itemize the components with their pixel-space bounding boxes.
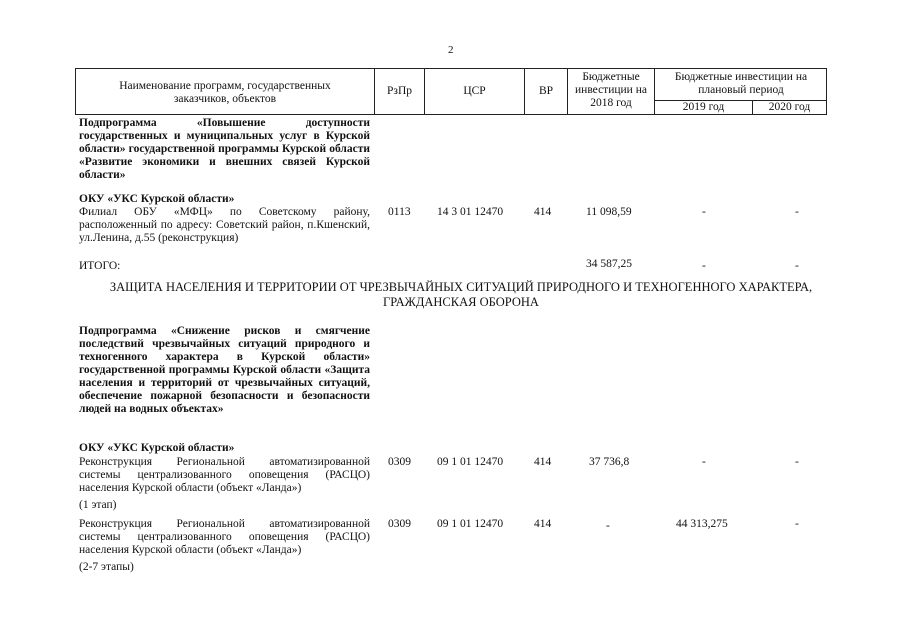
row-2018: 11 098,59	[586, 206, 632, 218]
row-2019: -	[702, 206, 706, 218]
subprogram-2: Подпрограмма «Снижение рисков и смягчение последствий чрезвычайных ситуаций природного и техногенного характера в Курской области» государственной программы Курской области «Защита населения и территорий от чрезвычайных ситуаций, обеспечение пожарной безопасности и безопасности людей на водных объектах»	[79, 325, 370, 415]
row-rzpr: 0309	[388, 456, 411, 468]
row-rzpr: 0113	[388, 206, 411, 218]
header-rzpr: РзПр	[387, 85, 412, 97]
row-stage: (1 этап)	[79, 499, 117, 511]
row-2018: -	[606, 520, 610, 532]
row-2020: -	[795, 456, 799, 468]
row-vr: 414	[534, 206, 552, 218]
row-2019: -	[702, 456, 706, 468]
total-2020: -	[795, 260, 799, 272]
header-2020: 2020 год	[768, 101, 811, 113]
row-csr: 14 3 01 12470	[437, 206, 504, 218]
row-name: Филиал ОБУ «МФЦ» по Советскому району, расположенный по адресу: Советский район, п.Кшенский, ул.Ленина, д.55 (реконструкция)	[79, 206, 370, 244]
subprogram-1: Подпрограмма «Повышение доступности государственных и муниципальных услуг в Курской области» государственной программы Курской области «Развитие экономики и внешних связей Курской области»	[79, 117, 370, 181]
customer-2: ОКУ «УКС Курской области»	[79, 442, 235, 454]
row-2018: 37 736,8	[589, 456, 630, 468]
row-vr: 414	[534, 518, 552, 530]
header-2019: 2019 год	[682, 101, 725, 113]
row-stage: (2-7 этапы)	[79, 561, 134, 573]
row-name: Реконструкция Региональной автоматизированной системы централизованного оповещения (РАСЦО) населения Курской области (объект «Ланда»)	[79, 518, 370, 556]
row-2020: -	[795, 206, 799, 218]
row-2020: -	[795, 518, 799, 530]
row-2019: 44 313,275	[676, 518, 728, 530]
header-csr: ЦСР	[463, 85, 486, 97]
total-2019: -	[702, 260, 706, 272]
page-number: 2	[448, 44, 454, 56]
row-csr: 09 1 01 12470	[437, 518, 504, 530]
customer-1: ОКУ «УКС Курской области»	[79, 193, 235, 205]
section-title: ЗАЩИТА НАСЕЛЕНИЯ И ТЕРРИТОРИИ ОТ ЧРЕЗВЫЧАЙНЫХ СИТУАЦИЙ ПРИРОДНОГО И ТЕХНОГЕННОГО ХАРАКТЕРА, ГРАЖДАНСКАЯ ОБОРОНА	[109, 280, 813, 309]
row-rzpr: 0309	[388, 518, 411, 530]
header-vr: ВР	[538, 85, 554, 97]
header-invest-plan: Бюджетные инвестиции на плановый период	[674, 71, 808, 96]
total-2018: 34 587,25	[586, 258, 632, 270]
row-csr: 09 1 01 12470	[437, 456, 504, 468]
row-name: Реконструкция Региональной автоматизированной системы централизованного оповещения (РАСЦО) населения Курской области (объект «Ланда»)	[79, 456, 370, 494]
total-label: ИТОГО:	[79, 260, 121, 272]
row-vr: 414	[534, 456, 552, 468]
header-invest-2018: Бюджетные инвестиции на 2018 год	[575, 71, 647, 109]
header-name: Наименование программ, государственных заказчиков, объектов	[119, 80, 331, 105]
